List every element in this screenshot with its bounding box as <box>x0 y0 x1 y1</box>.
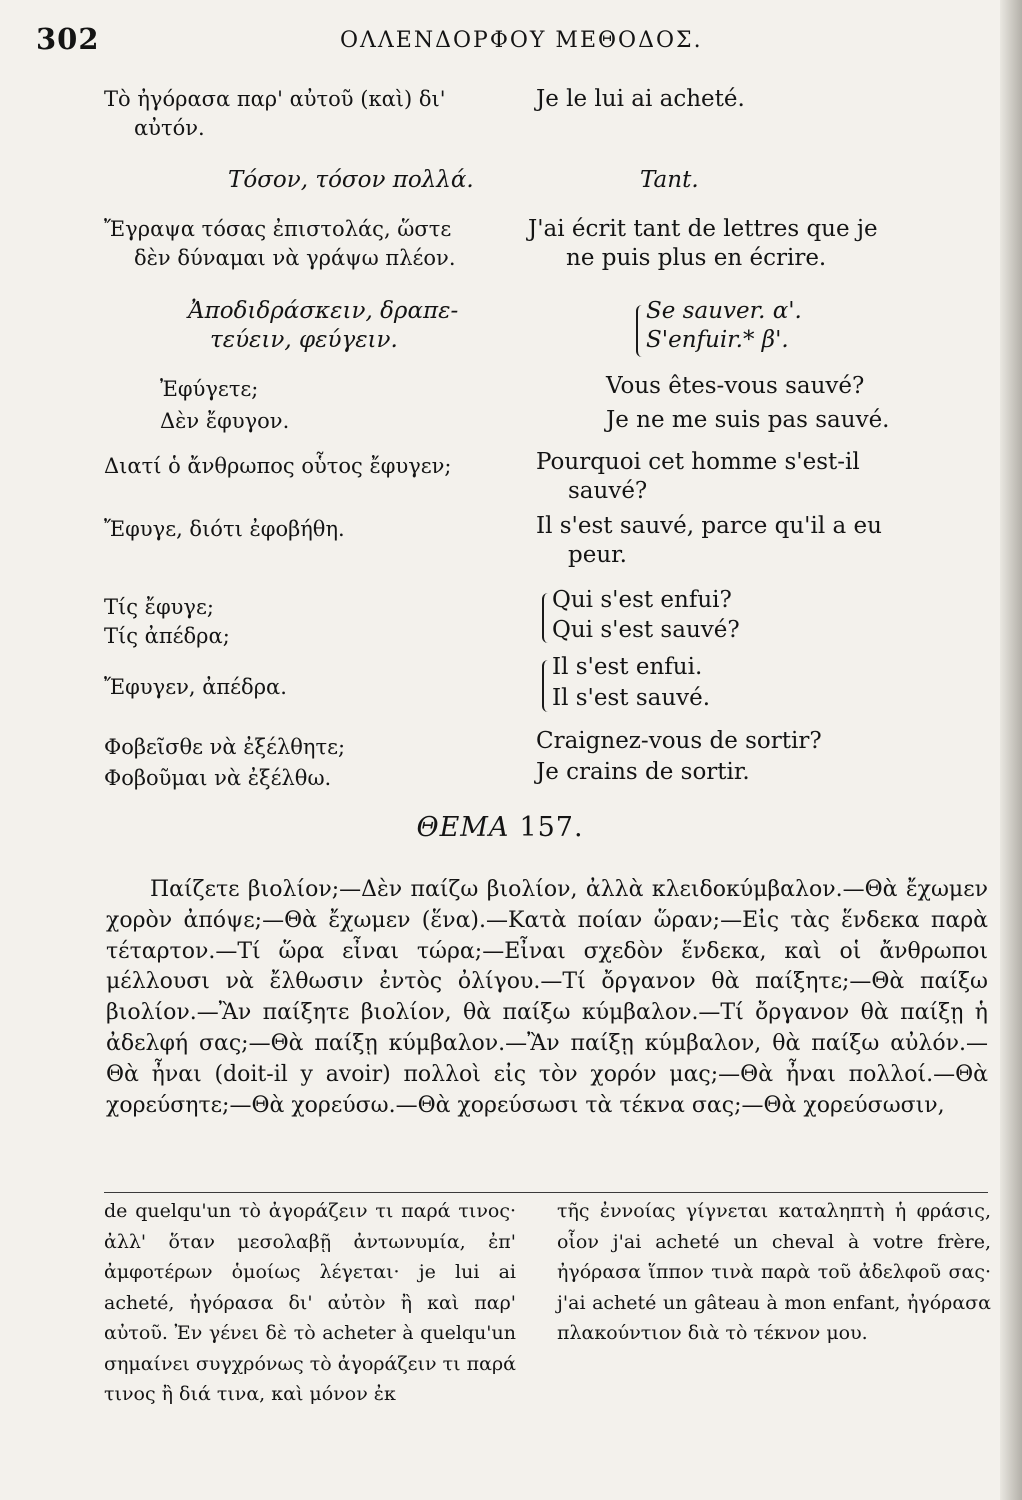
greek-phrase: Διατί ὁ ἄνθρωπος οὗτος ἔφυγεν; <box>104 454 452 478</box>
running-title: ΟΛΛΕΝΔΟΡΦΟΥ ΜΕΘΟΔΟΣ. <box>340 28 703 53</box>
brace <box>636 305 644 357</box>
footnote-right-column: τῆς ἐννοίας γίγνεται καταληπτὴ ἡ φράσις, οἷον j'ai acheté un cheval à votre frère, ἠγόρασα ἵππον τινὰ παρὰ τοῦ ἀδελφοῦ σας· j'ai acheté un gâteau à mon enfant, ἠγόρασα πλακούντιον διὰ τὸ τέκνον μου. <box>557 1200 991 1344</box>
greek-phrase: Ἔφυγε, διότι ἐφοβήθη. <box>104 517 345 541</box>
greek-heading: Τόσον, τόσον πολλά. <box>228 167 474 193</box>
page-number: 302 <box>36 22 100 56</box>
french-vocab: Se sauver. α'. S'enfuir.* β'. <box>646 297 802 355</box>
exercise-paragraph: Παίζετε βιολίον;—Δὲν παίζω βιολίον, ἀλλὰ κλειδοκύμβαλον.—Θὰ ἔχωμεν χορὸν ἀπόψε;—Θὰ ἔχωμεν (ἕνα).—Κατὰ ποίαν ὥραν;—Εἰς τὰς ἕνδεκα παρὰ τέταρτον.—Τί ὥρα εἶναι τώρα;—Εἶναι σχεδὸν ἕνδεκα, καὶ οἱ ἄνθρωποι μέλλουσι νὰ ἔλθωσιν ἐντὸς ὀλίγου.—Τί ὄργανον θὰ παίξητε;—Θὰ παίξω βιολίον.—Ἂν παίξητε βιολίον, θὰ παίξω κύμβαλον.—Τί ὄργανον θὰ παίξῃ ἡ ἀδελφή σας;—Θὰ παίξῃ κύμβαλον.—Ἂν παίξῃ κύμβαλον, θὰ παίξω αὐλόν.—Θὰ ἦναι (doit-il y avoir) πολλοὶ εἰς τὸν χορόν μας;—Θὰ ἦναι πολλοί.—Θὰ χορεύσητε;—Θὰ χορεύσω.—Θὰ χορεύσωσι τὰ τέκνα σας;—Θὰ χορεύσωσιν, <box>106 877 988 1118</box>
french-phrase: Pourquoi cet homme s'est-il sauvé? <box>536 449 860 504</box>
brace <box>542 660 550 712</box>
french-phrase: Vous êtes-vous sauvé? <box>606 373 865 399</box>
page-gutter-shadow <box>1000 0 1022 1500</box>
page-header <box>0 18 1000 58</box>
brace <box>542 593 550 643</box>
french-phrase: Qui s'est enfui? Qui s'est sauvé? <box>552 585 740 645</box>
theme-word: ΘΕΜΑ <box>416 812 510 843</box>
french-phrase: Craignez-vous de sortir? Je crains de sortir. <box>536 728 822 785</box>
french-phrase: Je ne me suis pas sauvé. <box>606 407 890 433</box>
greek-phrase: Ἔφυγεν, ἀπέδρα. <box>104 675 287 699</box>
french-phrase: Il s'est enfui. Il s'est sauvé. <box>552 652 710 714</box>
greek-phrase: Ἔγραψα τόσας ἐπιστολάς, ὥστε δὲν δύναμαι νὰ γράψω πλέον. <box>104 217 456 270</box>
greek-phrase: Τὸ ἠγόρασα παρ' αὐτοῦ (καὶ) δι' αὐτόν. <box>104 87 446 140</box>
footnote-rule <box>104 1192 988 1193</box>
theme-heading <box>0 812 1000 843</box>
greek-phrase: Τίς ἔφυγε; Τίς ἀπέδρα; <box>104 595 230 648</box>
french-phrase: Je le lui ai acheté. <box>536 86 745 112</box>
greek-vocab: Ἀποδιδράσκειν, δραπε- τεύειν, φεύγειν. <box>188 298 459 353</box>
greek-phrase: Φοβεῖσθε νὰ ἐξέλθητε; Φοβοῦμαι νὰ ἐξέλθω. <box>104 735 346 790</box>
greek-phrase: Δὲν ἔφυγον. <box>160 409 290 433</box>
french-phrase: J'ai écrit tant de lettres que je ne puis plus en écrire. <box>528 216 878 271</box>
footnote-left-column: de quelqu'un τὸ ἀγοράζειν τι παρά τινος· ἀλλ' ὅταν μεσολαβῇ ἀντωνυμία, ἐπ' ἀμφοτέρων ὁμοίως λέγεται· je lui ai acheté, ἠγόρασα δι' αὐτὸν ἢ καὶ παρ' αὐτοῦ. Ἐν γένει δὲ τὸ acheter à quelqu'un σημαίνει συγχρόνως τὸ ἀγοράζειν τι παρά τινος ἢ διά τινα, καὶ μόνον ἐκ <box>104 1200 516 1405</box>
greek-phrase: Ἐφύγετε; <box>160 377 259 401</box>
french-phrase: Il s'est sauvé, parce qu'il a eu peur. <box>536 513 882 568</box>
french-heading: Tant. <box>640 167 699 193</box>
theme-number: 157. <box>519 812 584 843</box>
